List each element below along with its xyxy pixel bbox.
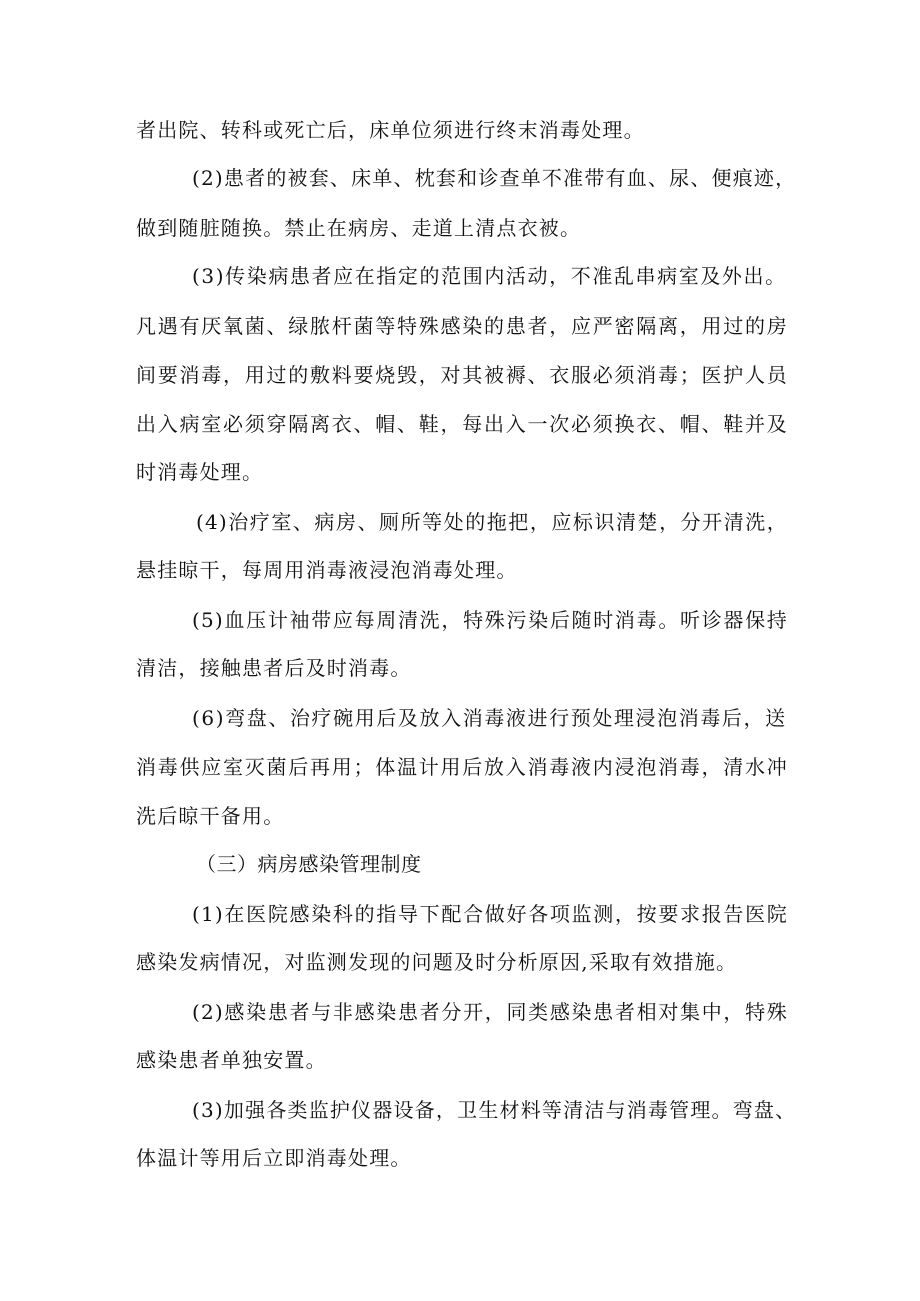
text-line: 悬挂晾干，每周用消毒液浸泡消毒处理。 bbox=[136, 558, 518, 582]
text-line: (2)患者的被套、床单、枕套和诊查单不准带有血、尿、便痕迹， bbox=[192, 166, 797, 190]
text-line: (3)传染病患者应在指定的范围内活动，不准乱串病室及外出。 bbox=[192, 264, 787, 288]
section-heading: （三）病房感染管理制度 bbox=[196, 852, 422, 876]
text-line: 做到随脏随换。禁止在病房、走道上清点衣被。 bbox=[136, 216, 582, 240]
text-line: (5)血压计袖带应每周清洗，特殊污染后随时消毒。听诊器保持 bbox=[192, 608, 788, 632]
text-line: (6)弯盘、治疗碗用后及放入消毒液进行预处理浸泡消毒后，送 bbox=[192, 706, 787, 730]
text-line: (3)加强各类监护仪器设备，卫生材料等清洁与消毒管理。弯盘、 bbox=[192, 1098, 797, 1122]
text-line: (1)在医院感染科的指导下配合做好各项监测，按要求报告医院 bbox=[192, 902, 788, 926]
text-line: 感染发病情况，对监测发现的问题及时分析原因,采取有效措施。 bbox=[136, 950, 738, 974]
text-line: 时消毒处理。 bbox=[136, 460, 264, 484]
text-line: 者出院、转科或死亡后，床单位须进行终末消毒处理。 bbox=[136, 118, 645, 142]
text-line: 间要消毒，用过的敷料要烧毁，对其被褥、衣服必须消毒；医护人员 bbox=[136, 363, 788, 387]
text-line: (2)感染患者与非感染患者分开，同类感染患者相对集中，特殊 bbox=[192, 1000, 788, 1024]
text-line: 消毒供应室灭菌后再用；体温计用后放入消毒液内浸泡消毒，清水冲 bbox=[136, 755, 788, 779]
text-line: 凡遇有厌氧菌、绿脓杆菌等特殊感染的患者，应严密隔离，用过的房 bbox=[136, 314, 788, 338]
text-line: (4)治疗室、病房、厕所等处的拖把，应标识清楚，分开清洗， bbox=[196, 510, 788, 534]
text-line: 洗后晾干备用。 bbox=[136, 804, 285, 828]
text-line: 感染患者单独安置。 bbox=[136, 1048, 327, 1072]
text-line: 出入病室必须穿隔离衣、帽、鞋，每出入一次必须换衣、帽、鞋并及 bbox=[136, 412, 788, 436]
text-line: 体温计等用后立即消毒处理。 bbox=[136, 1146, 412, 1170]
text-line: 清洁，接触患者后及时消毒。 bbox=[136, 656, 412, 680]
